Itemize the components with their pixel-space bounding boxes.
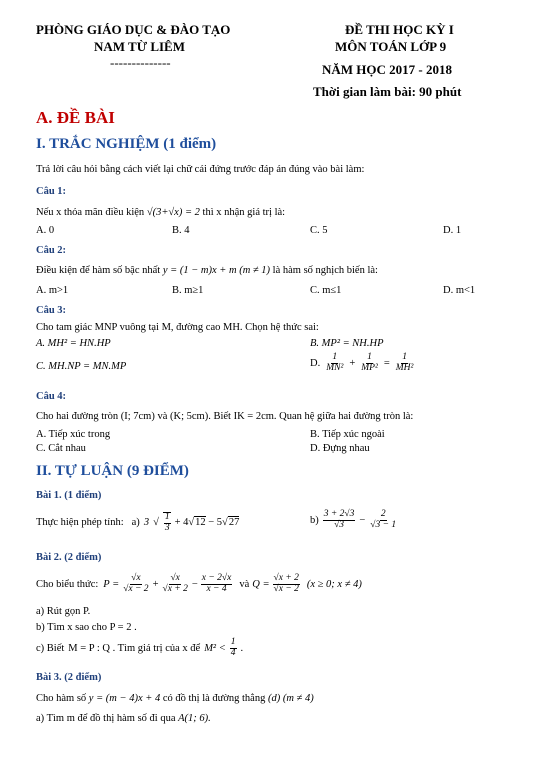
b2-lc-a: c) Biết <box>36 642 65 654</box>
header-right-line4: Thời gian làm bài: 90 phút <box>313 84 462 99</box>
b2-cond: (x ≥ 0; x ≠ 4) <box>306 578 362 590</box>
q4-opt-c: C. Cắt nhau <box>36 443 86 454</box>
q2-text-a: Điều kiện để hàm số bậc nhất <box>36 265 161 276</box>
q1-opt-b: B. 4 <box>172 225 190 236</box>
b2-line: Cho biểu thức: P = $\frac{√x}{√x - 2}$ + $\frac{√x}{√x + 2}$ − $\frac{x - 2√x}{x - 4}$ và Q = $\frac{√x + 2}{√x - 2}$ (x ≥ 0; x ≠ 4) <box>36 573 362 594</box>
q4-opt-b: B. Tiếp xúc ngoài <box>310 429 385 440</box>
b1-b-frac2: $\frac{2}{√3 - 1}$ <box>370 509 397 530</box>
b2-lc: c) Biết M = P : Q . Tìm giá trị của x để M² < $\frac{1}{4}$ . <box>36 637 244 658</box>
q3-opt-d: D. $\frac{1}{\text{MN²}}$ + $\frac{1}{\text{MP²}}$ = $\frac{1}{\text{MH²}}$ <box>310 352 414 373</box>
q3-frac-3: $\frac{1}{\text{MH²}}$ <box>395 352 414 373</box>
b3-la-text: a) Tìm m để đồ thị hàm số đi qua <box>36 713 176 724</box>
q3-opt-b: B. MP² = NH.HP <box>310 338 384 349</box>
header-left-line2: NAM TỪ LIÊM <box>94 39 185 54</box>
q3-opt-a: A. MH² = HN.HP <box>36 338 111 349</box>
q2-opt-c: C. m≤1 <box>310 285 342 296</box>
q1-text-b: thì x nhận giá trị là: <box>202 207 286 218</box>
q3-frac-2: $\frac{1}{\text{MP²}}$ <box>361 352 378 373</box>
q2-opt-b: B. m≥1 <box>172 285 204 296</box>
q1-expr: √(3+√x) = 2 <box>146 207 200 218</box>
b2-lc-b: M = P : Q . Tìm giá trị của x để <box>68 642 201 654</box>
b2-label: Bài 2. (2 điểm) <box>36 552 102 563</box>
q4-text: Cho hai đường tròn (I; 7cm) và (K; 5cm). Biết IK = 2cm. Quan hệ giữa hai đường tròn là: <box>36 411 414 422</box>
part1-title: I. TRẮC NGHIỆM (1 điểm) <box>36 136 217 152</box>
b2-p-frac1: $\frac{√x}{√x - 2}$ <box>123 573 149 594</box>
b2-lc-c: . <box>240 642 244 654</box>
q1-text-a: Nếu x thỏa mãn điều kiện <box>36 207 145 218</box>
header-right-line3: NĂM HỌC 2017 - 2018 <box>322 62 452 77</box>
b2-la: a) Rút gọn P. <box>36 606 91 617</box>
b3-text-b: có đồ thị là đường thẳng <box>162 693 266 704</box>
b1-b-label: b) <box>310 514 319 526</box>
q1-opt-a: A. 0 <box>36 225 55 236</box>
b2-p-frac3: $\frac{x - 2√x}{x - 4}$ <box>201 573 232 594</box>
b1-b: b) $\frac{3 + 2√3}{√3}$ − $\frac{2}{√3 - 1}$ <box>310 509 397 530</box>
header-left-line3: -------------- <box>110 55 171 70</box>
part2-title: II. TỰ LUẬN (9 ĐIỂM) <box>36 463 189 479</box>
q3-opt-c: C. MH.NP = MN.MP <box>36 361 127 372</box>
q2-label: Câu 2: <box>36 245 67 256</box>
q2-opt-d: D. m<1 <box>443 285 476 296</box>
b2-q-frac: $\frac{√x + 2}{√x - 2}$ <box>273 573 299 594</box>
b3-point: A(1; 6). <box>178 713 211 724</box>
b3-la <box>36 713 211 724</box>
q3-opt-d-label: D. <box>310 357 321 369</box>
b1-text: Thực hiện phép tính: <box>36 517 124 529</box>
b1-line: Thực hiện phép tính: a) 3 √ $\frac{1}{3}$ + 4√12 − 5√27 <box>36 512 240 533</box>
section-a-title: A. ĐỀ BÀI <box>36 108 115 127</box>
b3-text-a: Cho hàm số <box>36 693 87 704</box>
b2-lb: b) Tìm x sao cho P = 2 . <box>36 622 137 633</box>
q1-label: Câu 1: <box>36 186 67 197</box>
b2-p-frac2: $\frac{√x}{√x + 2}$ <box>162 573 188 594</box>
header-left-line1: PHÒNG GIÁO DỤC & ĐÀO TẠO <box>36 22 231 37</box>
q4-opt-a: A. Tiếp xúc trong <box>36 429 111 440</box>
b1-b-frac1: $\frac{3 + 2√3}{√3}$ <box>323 509 355 530</box>
q3-text: Cho tam giác MNP vuông tại M, đường cao MH. Chọn hệ thức sai: <box>36 322 319 333</box>
q4-opt-d: D. Đựng nhau <box>310 443 370 454</box>
q2-text-b: là hàm số nghịch biến là: <box>272 265 378 276</box>
b3-expr: y = (m − 4)x + 4 <box>88 693 161 704</box>
q2-expr: y = (1 − m)x + m (m ≠ 1) <box>162 265 271 276</box>
q1-stem <box>36 207 285 218</box>
b3-label: Bài 3. (2 điểm) <box>36 672 102 683</box>
q1-opt-d: D. 1 <box>443 225 462 236</box>
q2-opt-a: A. m>1 <box>36 285 69 296</box>
b2-and: và <box>239 578 250 590</box>
q1-opt-c: C. 5 <box>310 225 328 236</box>
header-right-line2: MÔN TOÁN LỚP 9 <box>335 39 447 54</box>
b1-a-frac: $\frac{1}{3}$ <box>164 512 170 533</box>
part1-instruction: Trả lời câu hỏi bằng cách viết lại chữ cái đứng trước đáp án đúng vào bài làm: <box>36 164 365 175</box>
q2-stem <box>36 265 378 276</box>
b2-lc-frac: $\frac{1}{4}$ <box>230 637 236 658</box>
b3-line <box>36 693 314 704</box>
b1-label: Bài 1. (1 điểm) <box>36 490 102 501</box>
header-right-line1: ĐỀ THI HỌC KỲ I <box>345 22 454 37</box>
b1-a-label: a) <box>131 517 140 529</box>
q4-label: Câu 4: <box>36 391 67 402</box>
q3-frac-1: $\frac{1}{\text{MN²}}$ <box>326 352 344 373</box>
b3-line-name: (d) (m ≠ 4) <box>267 693 314 704</box>
b2-text: Cho biểu thức: <box>36 578 99 590</box>
q3-label: Câu 3: <box>36 305 67 316</box>
